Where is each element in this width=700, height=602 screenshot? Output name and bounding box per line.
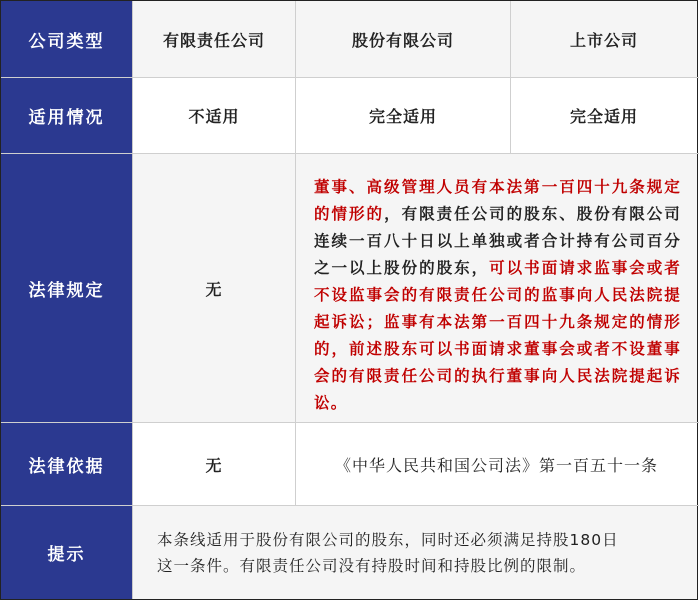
provision-black-2: ；监事有本法第一百四十九条规定的情形的，前述股东可以书面请求董事会或者不设董事会的有限责任公司的执行董事向人民法院提起诉讼。 <box>314 313 681 412</box>
cell-llc: 有限责任公司 <box>133 1 296 77</box>
row-legal-basis <box>1 423 697 505</box>
cell-joint-stock: 股份有限公司 <box>296 1 511 77</box>
tip-line-1: 本条线适用于股份有限公司的股东，同时还必须满足持股180日 <box>157 530 619 549</box>
tip-text <box>133 506 697 599</box>
provision-red-2: 可以书面请求监事会或者不设监事会的有限责任公司的监事向人民法院提起诉讼 <box>314 259 681 331</box>
cell-provision-llc: 无 <box>133 154 296 422</box>
cell-listed: 上市公司 <box>511 1 697 77</box>
row-header-applicability: 适用情况 <box>1 78 133 153</box>
row-legal-provision <box>1 154 697 422</box>
cell-applicability-listed: 完全适用 <box>511 78 697 153</box>
provision-black-1: ，有限责任公司的股东、股份有限公司连续一百八十日以上单独或者合计持有公司百分之一以上股份的股东， <box>314 205 681 277</box>
row-company-type <box>1 1 697 77</box>
provision-red-1: 董事、高级管理人员有本法第一百四十九条规定的情形的 <box>314 178 681 223</box>
cell-basis-llc: 无 <box>133 423 296 505</box>
row-tip <box>1 506 697 599</box>
row-header-company-type: 公司类型 <box>1 1 133 77</box>
row-header-legal-provision: 法律规定 <box>1 154 133 422</box>
tip-line-2: 这一条件。有限责任公司没有持股时间和持股比例的限制。 <box>157 556 587 575</box>
row-header-tip: 提示 <box>1 506 133 599</box>
cell-basis-law: 《中华人民共和国公司法》第一百五十一条 <box>296 423 697 505</box>
cell-applicability-joint-stock: 完全适用 <box>296 78 511 153</box>
row-applicability <box>1 78 697 153</box>
legal-provision-text <box>296 154 697 422</box>
cell-applicability-llc: 不适用 <box>133 78 296 153</box>
row-header-legal-basis: 法律依据 <box>1 423 133 505</box>
